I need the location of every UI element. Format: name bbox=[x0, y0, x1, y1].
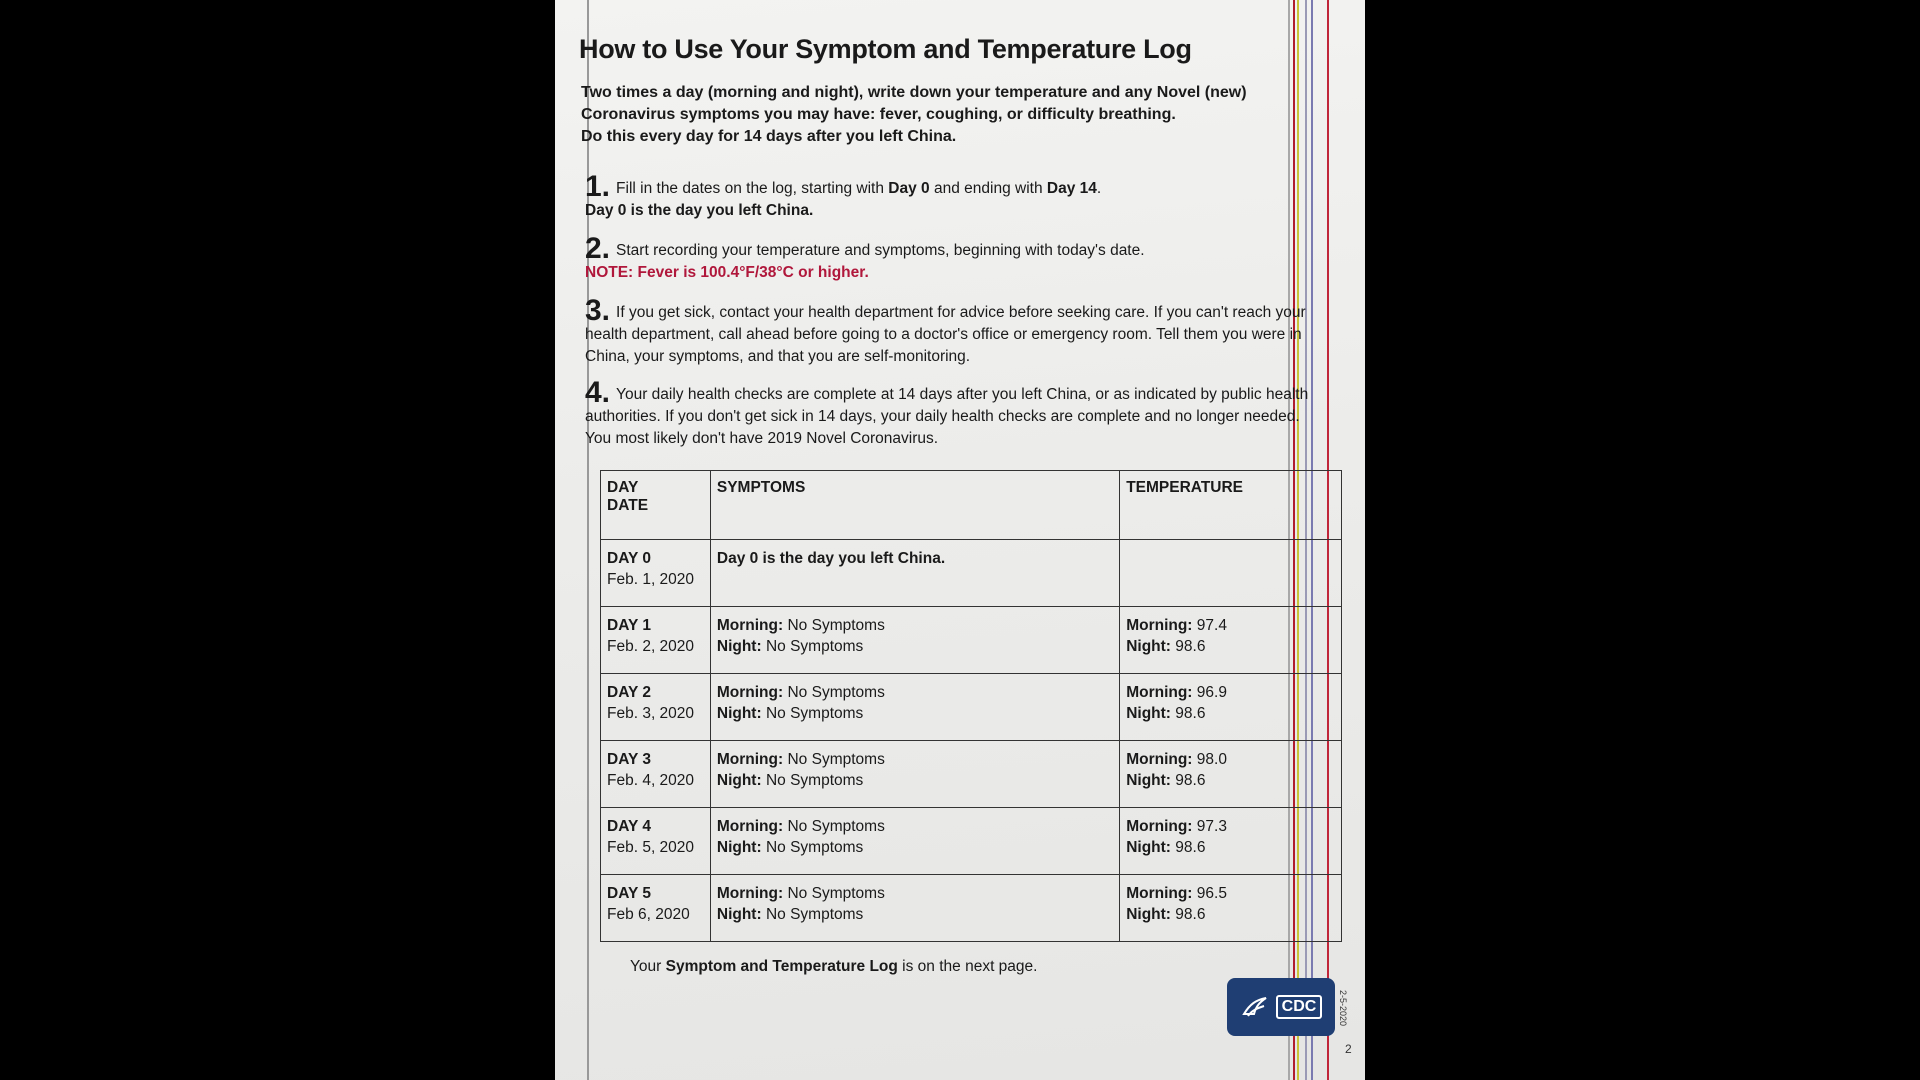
step-text: and ending with bbox=[929, 180, 1047, 197]
step-2 bbox=[585, 232, 1345, 284]
step-text-bold: Day 0 is the day you left China. bbox=[585, 202, 814, 219]
symptoms-cell: Morning: No Symptoms Night: No Symptoms bbox=[710, 674, 1119, 741]
fever-note: NOTE: Fever is 100.4°F/38°C or higher. bbox=[585, 264, 869, 281]
day-cell: DAY 4 Feb. 5, 2020 bbox=[601, 808, 711, 875]
table-row bbox=[601, 808, 1342, 875]
symptom-temperature-log-table bbox=[600, 470, 1342, 942]
intro-line: Two times a day (morning and night), write down your temperature and any Novel (new) bbox=[581, 84, 1247, 101]
table-row bbox=[601, 741, 1342, 808]
symptoms-cell: Day 0 is the day you left China. bbox=[710, 540, 1119, 607]
date-code: 2-5-2020 bbox=[1338, 990, 1348, 1027]
temperature-cell: Morning: 98.0 Night: 98.6 bbox=[1120, 741, 1342, 808]
intro-line: Coronavirus symptoms you may have: fever, coughing, or difficulty breathing. bbox=[581, 106, 1176, 123]
intro-paragraph bbox=[581, 82, 1301, 148]
step-text-bold: Day 0 bbox=[888, 180, 930, 197]
page-title: How to Use Your Symptom and Temperature Log bbox=[579, 34, 1192, 64]
step-text: Your daily health checks are complete at 14 days after you left China, or as indicated by public health authorities. If you don't get sick in 14 days, your daily health checks are complete and no longer needed. You most likely don't have 2019 Novel Coronavirus. bbox=[585, 386, 1309, 447]
step-number: 3. bbox=[585, 294, 611, 327]
temperature-cell: Morning: 96.5 Night: 98.6 bbox=[1120, 875, 1342, 942]
cdc-logo bbox=[1227, 978, 1335, 1036]
step-3 bbox=[585, 294, 1315, 368]
symptoms-cell: Morning: No Symptoms Night: No Symptoms bbox=[710, 741, 1119, 808]
symptoms-cell: Morning: No Symptoms Night: No Symptoms bbox=[710, 808, 1119, 875]
intro-line: Do this every day for 14 days after you left China. bbox=[581, 128, 957, 145]
temperature-cell: Morning: 96.9 Night: 98.6 bbox=[1120, 674, 1342, 741]
step-text: If you get sick, contact your health department for advice before seeking care. If you can't reach your health department, call ahead before going to a doctor's office or emergency room. Tell them you were in China, your symptoms, and that you are self-monitoring. bbox=[585, 304, 1306, 365]
table-header-row bbox=[601, 471, 1342, 540]
step-number: 2. bbox=[585, 232, 611, 265]
hhs-eagle-icon bbox=[1240, 992, 1270, 1022]
step-text: . bbox=[1096, 180, 1102, 197]
document-page bbox=[555, 0, 1365, 1080]
column-header-symptoms: SYMPTOMS bbox=[710, 471, 1119, 540]
day-cell: DAY 3 Feb. 4, 2020 bbox=[601, 741, 711, 808]
table-row bbox=[601, 875, 1342, 942]
temperature-cell: Morning: 97.4 Night: 98.6 bbox=[1120, 607, 1342, 674]
cdc-logo-text: CDC bbox=[1276, 995, 1323, 1019]
step-text-bold: Day 14 bbox=[1046, 180, 1097, 197]
day-cell: DAY 0 Feb. 1, 2020 bbox=[601, 540, 711, 607]
table-row bbox=[601, 674, 1342, 741]
day-cell: DAY 5 Feb 6, 2020 bbox=[601, 875, 711, 942]
temperature-cell: Morning: 97.3 Night: 98.6 bbox=[1120, 808, 1342, 875]
footer-note: Your Symptom and Temperature Log is on the next page. bbox=[630, 958, 1038, 975]
step-number: 4. bbox=[585, 376, 611, 409]
day-cell: DAY 1 Feb. 2, 2020 bbox=[601, 607, 711, 674]
symptoms-cell: Morning: No Symptoms Night: No Symptoms bbox=[710, 607, 1119, 674]
column-header-day-date: DAY DATE bbox=[601, 471, 711, 540]
page-number: 2 bbox=[1345, 1042, 1352, 1056]
temperature-cell bbox=[1120, 540, 1342, 607]
day-cell: DAY 2 Feb. 3, 2020 bbox=[601, 674, 711, 741]
margin-line bbox=[587, 0, 589, 1080]
table-row bbox=[601, 607, 1342, 674]
symptoms-cell: Morning: No Symptoms Night: No Symptoms bbox=[710, 875, 1119, 942]
column-header-temperature: TEMPERATURE bbox=[1120, 471, 1342, 540]
step-4 bbox=[585, 376, 1315, 450]
step-text: Start recording your temperature and symptoms, beginning with today's date. bbox=[616, 242, 1145, 259]
step-number: 1. bbox=[585, 170, 611, 203]
step-1 bbox=[585, 170, 1345, 222]
step-text: Fill in the dates on the log, starting with bbox=[616, 180, 889, 197]
table-row bbox=[601, 540, 1342, 607]
